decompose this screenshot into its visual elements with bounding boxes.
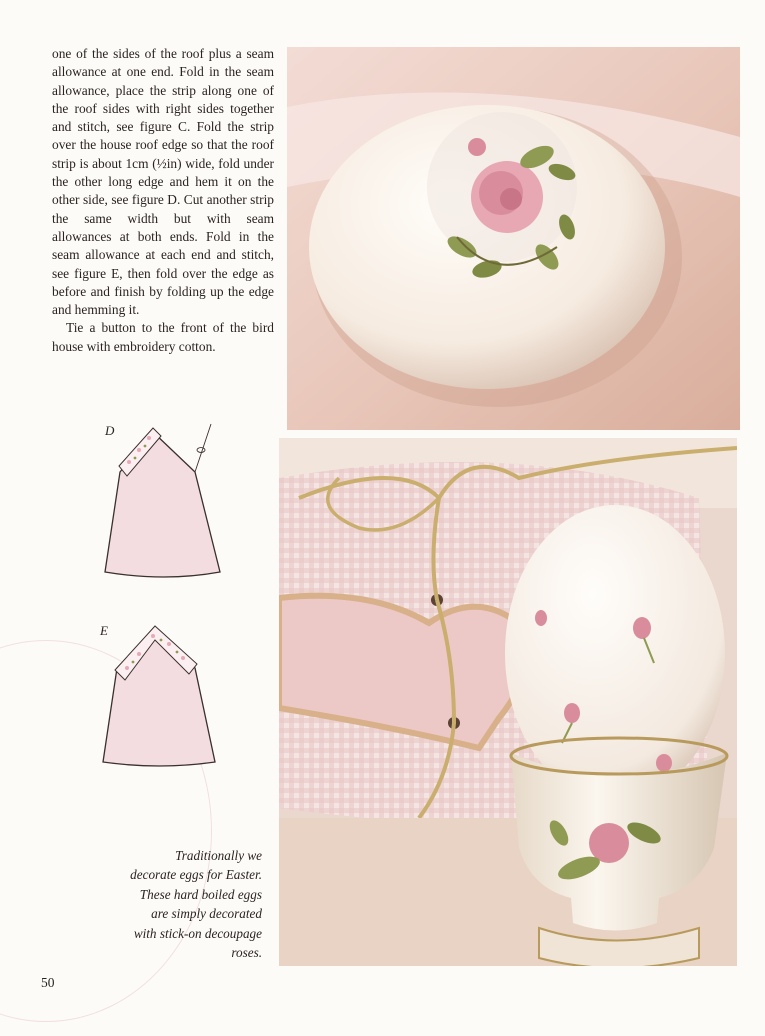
figure-d-label: D [105, 423, 115, 438]
figure-e-illustration [95, 622, 235, 772]
egg-cup-image [279, 438, 737, 966]
instructions-paragraph-1: one of the sides of the roof plus a seam allowance at one end. Fold in the seam allowance, place the strip along one of the roof sides with right sides together and stitch, see figure C. Fold the strip over the house roof edge so that the roof strip is about 1cm (½in) wide, fold under the other long edge and hem it on the other side, see figure D. Cut another strip the same width but with seam allowances at both ends. Fold in the seam allowance at each end and stitch, see figure E, then fold over the edge as before and finish by folding up the edge and hemming it. [52, 46, 274, 318]
instructions-text [52, 45, 274, 356]
figure-d-illustration [95, 410, 235, 590]
rose-egg-image [287, 47, 740, 430]
figure-e [95, 622, 235, 772]
rose-egg-photo [287, 47, 740, 430]
page-number: 50 [41, 975, 55, 990]
photo-caption: Traditionally we decorate eggs for Easter. These hard boiled eggs are simply decorated with stick-on decoupage roses. [130, 848, 262, 961]
figure-d [95, 410, 235, 590]
instructions-paragraph-2: Tie a button to the front of the bird house with embroidery cotton. [52, 320, 274, 354]
figure-e-label: E [100, 623, 108, 638]
egg-cup-photo [279, 438, 737, 966]
